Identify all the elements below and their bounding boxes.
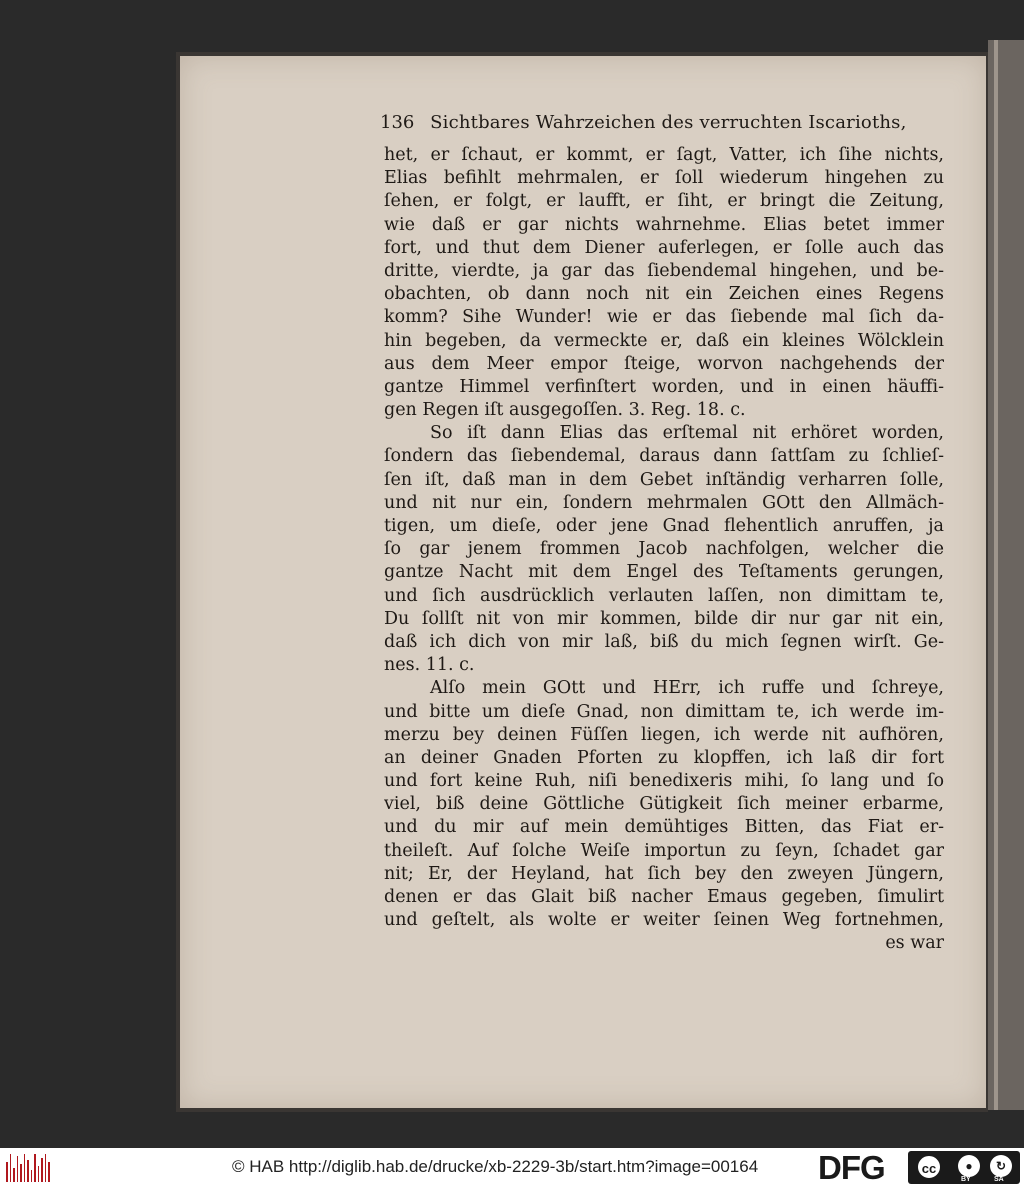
copyright-link[interactable]: © HAB http://diglib.hab.de/drucke/xb-2229-3b/start.htm?image=00164 xyxy=(232,1157,759,1176)
text-line: nit; Er, der Heyland, hat ſich bey den zweyen Jüngern, xyxy=(384,863,944,884)
text-line: Elias befihlt mehrmalen, er ſoll wiederum hingehen zu xyxy=(384,168,944,189)
logo-bar xyxy=(24,1154,26,1182)
by-label: BY xyxy=(961,1176,971,1183)
share-alike-icon: ↻ xyxy=(990,1155,1012,1177)
logo-bar xyxy=(34,1154,36,1182)
text-line: gantze Nacht mit dem Engel des Teſtaments gerungen, xyxy=(384,562,944,583)
running-header xyxy=(380,112,907,133)
logo-bar xyxy=(20,1164,22,1182)
logo-bar xyxy=(31,1170,33,1182)
logo-bar xyxy=(27,1160,29,1182)
text-line: fort, und thut dem Diener auferlegen, er ſolle auch das xyxy=(384,237,944,258)
text-line: und geſtelt, als wolte er weiter ſeinen Weg fortnehmen, xyxy=(384,910,944,931)
facing-page-edge xyxy=(988,40,1024,1110)
sa-label: SA xyxy=(994,1176,1004,1183)
text-line: und ſich ausdrücklich verlauten laſſen, non dimittam te, xyxy=(384,585,944,606)
logo-bar xyxy=(48,1162,50,1182)
text-line: komm? Sihe Wunder! wie er das ſiebende mal ſich da- xyxy=(384,307,944,328)
logo-bar xyxy=(38,1166,40,1182)
text-line: nes. 11. c. xyxy=(384,655,475,676)
logo-bar xyxy=(41,1158,43,1182)
logo-bar xyxy=(6,1162,8,1182)
text-line: und fort keine Ruh, niſi benedixeris mihi, ſo lang und ſo xyxy=(384,771,944,792)
dfg-logo[interactable]: DFG xyxy=(818,1149,885,1186)
text-line: hin begeben, da vermeckte er, daß ein kleines Wölcklein xyxy=(384,330,944,351)
text-line: es war xyxy=(885,933,944,954)
text-line: und bitte um dieſe Gnad, non dimittam te, ich werde im- xyxy=(384,701,944,722)
logo-bar xyxy=(10,1154,12,1182)
cc-label: cc xyxy=(916,1154,942,1180)
body-text xyxy=(384,144,944,956)
hab-barcode-logo-icon[interactable] xyxy=(6,1154,50,1182)
text-line: an deiner Gnaden Pforten zu klopffen, ich laß dir fort xyxy=(384,747,944,768)
text-line: Alſo mein GOtt und HErr, ich ruffe und ſchreye, xyxy=(430,678,944,699)
page-fold-line xyxy=(994,40,998,1110)
text-line: daß ich dich von mir laß, biß du mich ſegnen wirſt. Ge- xyxy=(384,631,944,652)
text-line: ſehen, er folgt, er laufft, er ſiht, er bringt die Zeitung, xyxy=(384,191,944,212)
text-line: denen er das Glait biß nacher Emaus gegeben, ſimulirt xyxy=(384,887,944,907)
text-line: obachten, ob dann noch nit ein Zeichen eines Regens xyxy=(384,284,944,305)
text-line: tigen, um dieſe, oder jene Gnad flehentlich anruffen, ja xyxy=(384,516,944,536)
logo-bar xyxy=(45,1154,47,1182)
text-line: viel, biß deine Göttliche Gütigkeit ſich meiner erbarme, xyxy=(384,794,944,815)
text-line: und nit nur ein, ſondern mehrmalen GOtt den Allmäch- xyxy=(384,492,944,513)
text-line: aus dem Meer empor ſteige, worvon nachgehends der xyxy=(384,353,944,374)
text-line: ſo gar jenem frommen Jacob nachfolgen, welcher die xyxy=(384,539,944,560)
text-line: gen Regen iſt ausgegoſſen. 3. Reg. 18. c. xyxy=(384,400,746,421)
text-line: ſen iſt, daß man in dem Gebet inſtändig verharren ſolle, xyxy=(384,469,944,490)
text-line: und du mir auf mein demühtiges Bitten, das Fiat er- xyxy=(384,817,944,838)
text-line: Du ſollſt nit von mir kommen, bilde dir nur gar nit ein, xyxy=(384,608,944,629)
text-line: ſondern das ſiebendemal, daraus dann ſattſam zu ſchlieſ- xyxy=(384,446,944,467)
running-head-title: Sichtbares Wahrzeichen des verruchten Iscarioths, xyxy=(430,112,907,133)
text-line: merzu bey deinen Füſſen liegen, ich werde nit aufhören, xyxy=(384,724,944,745)
text-line: gantze Himmel verfinſtert worden, und in einen häuffi- xyxy=(384,376,944,397)
text-line: theileſt. Auf ſolche Weiſe importun zu ſeyn, ſchadet gar xyxy=(384,840,944,861)
text-line: wie daß er gar nichts wahrnehme. Elias betet immer xyxy=(384,214,944,235)
logo-bar xyxy=(13,1168,15,1182)
by-person-icon: ● xyxy=(958,1155,980,1177)
text-line: dritte, vierdte, ja gar das ſiebendemal hingehen, und be- xyxy=(384,260,944,281)
logo-bar xyxy=(17,1156,19,1182)
text-line: het, er ſchaut, er kommt, er ſagt, Vatter, ich ſihe nichts, xyxy=(384,145,944,165)
viewer-footer xyxy=(0,1148,1024,1187)
text-line: So iſt dann Elias das erſtemal nit erhöret worden, xyxy=(430,423,944,444)
page-number: 136 xyxy=(380,112,415,133)
cc-by-sa-icon[interactable] xyxy=(908,1151,1020,1184)
